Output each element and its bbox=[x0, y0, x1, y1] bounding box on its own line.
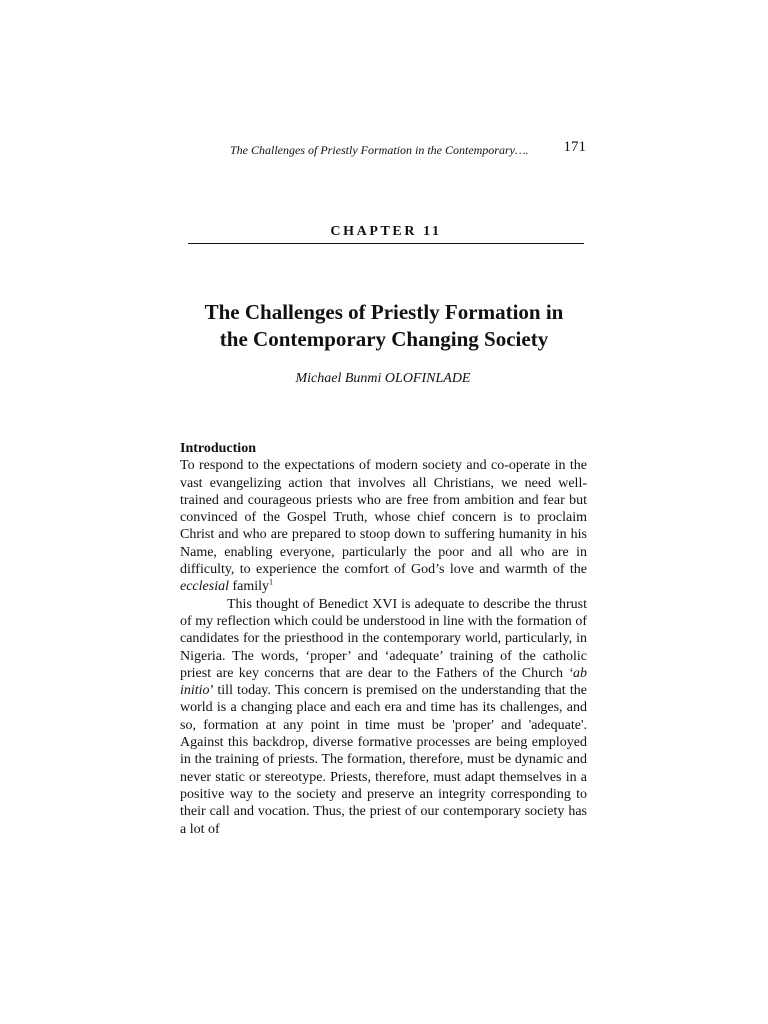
paragraph-2 bbox=[180, 596, 587, 838]
author-name: Michael Bunmi OLOFINLADE bbox=[295, 371, 471, 386]
paragraph-2-text-a: This thought of Benedict XVI is adequate to describe the thrust of my reflection which could be understood in line with the formation of candidates for the priesthood in the contemporary world, particularly, in Nigeria. The words, ‘proper’ and ‘adequate’ training of the catholic priest are key concerns that are dear to the Fathers of the Church bbox=[180, 596, 587, 681]
running-title: The Challenges of Priestly Formation in the Contemporary…. bbox=[230, 143, 529, 157]
chapter-title bbox=[170, 299, 598, 353]
paragraph-1-italic: ecclesial bbox=[180, 579, 229, 595]
chapter-divider bbox=[188, 243, 584, 244]
paragraph-2-italic: ‘ab initio bbox=[180, 665, 587, 699]
paragraph-1 bbox=[180, 457, 587, 595]
page-number: 171 bbox=[563, 139, 586, 155]
paragraph-1-text: To respond to the expectations of modern society and co-operate in the vast evangelizing action that involves all Christians, we need well-trained and courageous priests who are free from ambition and fear but convinced of the Gospel Truth, whose chief concern is to proclaim Christ and who are prepared to stoop down to suffering humanity in his Name, enabling everyone, particularly the poor and all who are in difficulty, to experience the comfort of God’s love and warmth of the bbox=[180, 458, 587, 578]
chapter-label: CHAPTER 11 bbox=[330, 224, 442, 239]
section-heading-introduction: Introduction bbox=[180, 441, 256, 456]
body-text bbox=[180, 440, 587, 838]
paragraph-2-text-b: ’ till today. This concern is premised on the understanding that the world is a changing place and each era and time has its challenges, and so, formation at any point in time must be 'proper' and 'adequate'. Against this backdrop, diverse formative processes are being employed in the training of priests. The formation, therefore, must be dynamic and never static or stereotype. Priests, therefore, must adapt themselves in a positive way to the society and preserve an integrity corresponding to their call and vocation. Thus, the priest of our contemporary society has a lot of bbox=[180, 683, 587, 837]
chapter-title-line-1: The Challenges of Priestly Formation in bbox=[204, 300, 564, 324]
chapter-title-line-2: the Contemporary Changing Society bbox=[219, 327, 549, 351]
footnote-marker: 1 bbox=[269, 577, 274, 587]
paragraph-1-end: family bbox=[228, 579, 270, 595]
